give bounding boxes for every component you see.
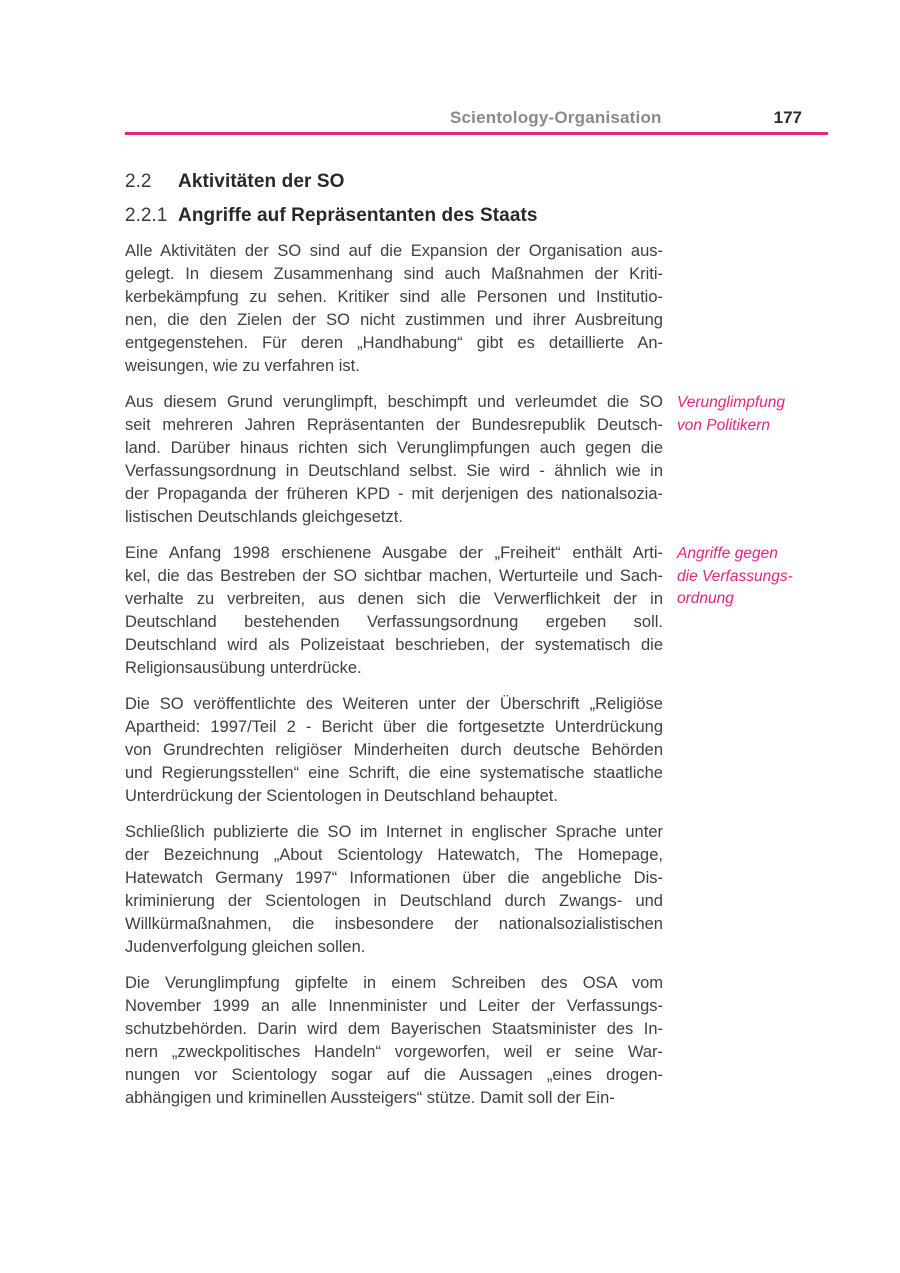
heading [125,204,725,227]
body-line: Deutschland wird als Polizeistaat beschrieben, der systematisch die [125,636,663,654]
margin-note-line: Verunglimpfung [677,394,785,411]
paragraph [125,972,663,1110]
heading [125,170,725,193]
paragraph [125,542,793,680]
body-line: verhalte zu verbreiten, aus denen sich die Verwerflichkeit der in [125,590,663,608]
body-line: Die SO veröffentlichte des Weiteren unter der Überschrift „Religiöse [125,695,663,713]
body-line: Religionsausübung unterdrücke. [125,659,362,677]
body-line: abhängigen und kriminellen Aussteigers“ stütze. Damit soll der Ein- [125,1089,615,1107]
body-line: der Bezeichnung „About Scientology Hatewatch, The Homepage, [125,846,663,864]
body-line: nen, die den Zielen der SO nicht zustimmen und ihrer Ausbreitung [125,311,663,329]
body-line: Hatewatch Germany 1997“ Informationen über die angebliche Dis- [125,869,663,887]
section-headings [125,170,725,238]
page-number: 177 [773,108,802,127]
body-line: Judenverfolgung gleichen sollen. [125,938,366,956]
header-rule [125,132,828,135]
body-line: Eine Anfang 1998 erschienene Ausgabe der „Freiheit“ enthält Arti- [125,544,663,562]
heading-number: 2.2 [125,171,152,192]
body-line: Aus diesem Grund verunglimpft, beschimpft und verleumdet die SO [125,393,663,411]
margin-note [677,543,852,611]
paragraph [125,693,663,808]
body-line: nern „zweckpolitisches Handeln“ vorgeworfen, weil er seine War- [125,1043,663,1061]
body-line: kel, die das Bestreben der SO sichtbar machen, Werturteile und Sach- [125,567,663,585]
paragraph [125,391,785,529]
paragraph [125,240,663,378]
running-header [125,108,828,128]
body-line: Willkürmaßnahmen, die insbesondere der nationalsozialistischen [125,915,663,933]
body-line: Unterdrückung der Scientologen in Deutschland behauptet. [125,787,558,805]
body-line: von Grundrechten religiöser Minderheiten durch deutsche Behörden [125,741,663,759]
margin-note-line: Angriffe gegen [677,545,778,562]
body-line: Deutschland bestehenden Verfassungsordnung ergeben soll. [125,613,663,631]
body-line: kerbekämpfung zu sehen. Kritiker sind alle Personen und Institutio- [125,288,663,306]
body-line: Die Verunglimpfung gipfelte in einem Schreiben des OSA vom [125,974,663,992]
body-line: gelegt. In diesem Zusammenhang sind auch Maßnahmen der Kriti- [125,265,663,283]
body-line: land. Darüber hinaus richten sich Verunglimpfungen auch gegen die [125,439,663,457]
body-line: Alle Aktivitäten der SO sind auf die Expansion der Organisation aus- [125,242,663,260]
body-line: entgegenstehen. Für deren „Handhabung“ gibt es detaillierte An- [125,334,663,352]
body-line: Schließlich publizierte die SO im Internet in englischer Sprache unter [125,823,663,841]
running-header-title: Scientology-Organisation [449,108,662,127]
body-line: listischen Deutschlands gleichgesetzt. [125,508,403,526]
body-line: kriminierung der Scientologen in Deutschland durch Zwangs- und [125,892,663,910]
margin-note [677,392,852,437]
body-line: der Propaganda der früheren KPD - mit derjenigen des nationalsozia- [125,485,663,503]
body-line: und Regierungsstellen“ eine Schrift, die eine systematische staatliche [125,764,663,782]
body-line: schutzbehörden. Darin wird dem Bayerischen Staatsminister des In- [125,1020,663,1038]
body-line: Apartheid: 1997/Teil 2 - Bericht über die fortgesetzte Unterdrückung [125,718,663,736]
body-line: November 1999 an alle Innenminister und Leiter der Verfassungs- [125,997,663,1015]
body-line: Verfassungsordnung in Deutschland selbst. Sie wird - ähnlich wie in [125,462,663,480]
heading-number: 2.2.1 [125,205,168,226]
margin-note-line: ordnung [677,590,734,607]
margin-note-line: die Verfassungs- [677,567,793,585]
heading-title: Angriffe auf Repräsentanten des Staats [178,205,538,226]
body-copy [125,240,793,1123]
body-line: seit mehreren Jahren Repräsentanten der Bundesrepublik Deutsch- [125,416,663,434]
body-line: nungen vor Scientology sogar auf die Aussagen „eines drogen- [125,1066,663,1084]
body-line: weisungen, wie zu verfahren ist. [125,357,360,375]
heading-title: Aktivitäten der SO [178,171,345,192]
paragraph [125,821,663,959]
margin-note-line: von Politikern [677,416,771,434]
